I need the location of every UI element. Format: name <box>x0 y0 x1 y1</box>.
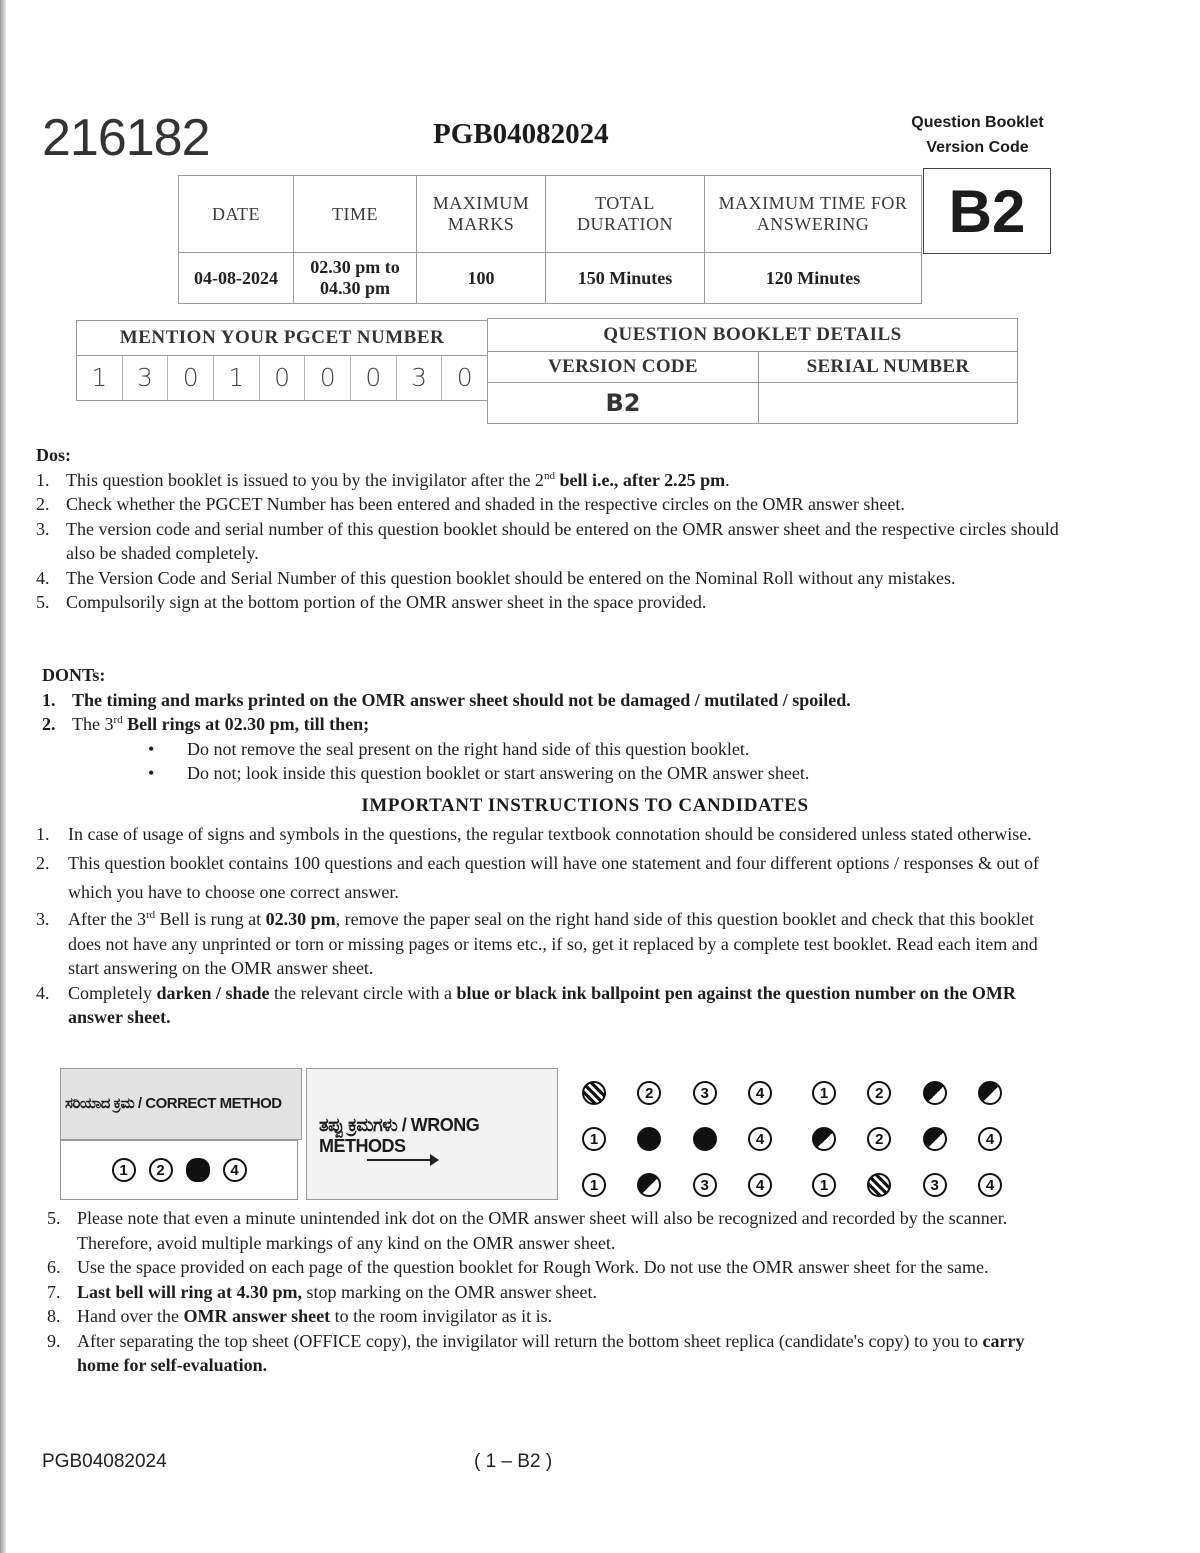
wrong-example-row <box>582 1070 1042 1116</box>
instructions-section <box>36 820 1060 1030</box>
max-time-header: MAXIMUM TIME FOR ANSWERING <box>705 176 922 253</box>
arrow-right-icon <box>367 1159 435 1161</box>
omr-bubble-partial <box>923 1127 947 1151</box>
donts-item-text: The 3rd Bell rings at 02.30 pm, till then; <box>72 714 370 734</box>
serial-number-col-label: SERIAL NUMBER <box>759 352 1018 383</box>
pgcet-label: MENTION YOUR PGCET NUMBER <box>77 321 488 356</box>
wrong-example-group <box>812 1127 1042 1151</box>
omr-bubble: 4 <box>748 1173 772 1197</box>
omr-bubble-partial <box>923 1081 947 1105</box>
footer-paper-code: PGB04082024 <box>42 1451 167 1472</box>
pgcet-digit[interactable]: 0 <box>351 356 397 400</box>
instruction-text: Last bell will ring at 4.30 pm, stop marking on the OMR answer sheet. <box>77 1281 597 1302</box>
instruction-text: This question booklet contains 100 questions and each question will have one statement and four different options / responses & out of which you have to choose one correct answer. <box>68 853 1039 902</box>
total-duration-header: TOTAL DURATION <box>546 176 705 253</box>
omr-bubble: 2 <box>149 1158 173 1182</box>
version-code-box: B2 <box>923 168 1051 254</box>
dos-item-text: The Version Code and Serial Number of this question booklet should be entered on the Nominal Roll without any mistakes. <box>66 567 956 588</box>
omr-bubble: 1 <box>582 1127 606 1151</box>
list-item: 1. The timing and marks printed on the OMR answer sheet should not be damaged / mutilated / spoiled. <box>42 689 851 710</box>
pgcet-digit[interactable]: 0 <box>456 363 473 392</box>
omr-bubble: 4 <box>978 1173 1002 1197</box>
footer-page-number: ( 1 – B2 ) <box>474 1451 553 1472</box>
exam-info-table <box>178 175 922 304</box>
donts-bullet: • Do not; look inside this question booklet or start answering on the OMR answer sheet. <box>42 761 1042 786</box>
wrong-methods-box <box>306 1068 558 1200</box>
pgcet-digits <box>77 356 487 400</box>
list-item: 5. Please note that even a minute unintended ink dot on the OMR answer sheet will also be recognized and recorded by the scanner. Therefore, avoid multiple markings of any kind on the OMR answer sheet. <box>47 1208 1008 1253</box>
dos-title: Dos: <box>36 445 71 465</box>
list-item: 4. Completely darken / shade the relevant circle with a blue or black ink ballpoint pen against the question number on the OMR answer sheet. <box>36 982 1016 1027</box>
omr-bubble-partial <box>637 1173 661 1197</box>
instruction-text: In case of usage of signs and symbols in the questions, the regular textbook connotation should be considered unless stated otherwise. <box>68 824 1032 844</box>
time-header: TIME <box>294 176 417 253</box>
list-item: 2. This question booklet contains 100 questions and each question will have one statement and four different options / responses & out of which you have to choose one correct answer. <box>36 853 1039 902</box>
instruction-text: Completely darken / shade the relevant circle with a blue or black ink ballpoint pen against the question number on the OMR answer sheet. <box>68 982 1016 1027</box>
list-item: 6. Use the space provided on each page of the question booklet for Rough Work. Do not use the OMR answer sheet for the same. <box>47 1257 989 1277</box>
dos-item-text: Check whether the PGCET Number has been entered and shaded in the respective circles on the OMR answer sheet. <box>66 494 905 514</box>
date-header: DATE <box>179 176 294 253</box>
list-item: 9. After separating the top sheet (OFFICE copy), the invigilator will return the bottom sheet replica (candidate's copy) to you to carry home for self-evaluation. <box>47 1330 1025 1375</box>
pgcet-number-box <box>76 320 488 401</box>
wrong-example-group <box>582 1127 812 1151</box>
omr-bubble-crossed <box>582 1081 606 1105</box>
pgcet-digit[interactable]: 3 <box>397 356 443 400</box>
pgcet-digit[interactable]: 1 <box>214 356 260 400</box>
instruction-text: Use the space provided on each page of the question booklet for Rough Work. Do not use the OMR answer sheet for the same. <box>77 1257 989 1277</box>
booklet-details-table <box>487 318 1018 424</box>
pgcet-digit[interactable]: 0 <box>305 356 351 400</box>
wrong-example-group <box>582 1173 812 1197</box>
omr-bubble: 4 <box>223 1158 247 1182</box>
list-item: 1. In case of usage of signs and symbols in the questions, the regular textbook connotation should be considered unless stated otherwise. <box>36 824 1032 844</box>
omr-bubble: 1 <box>812 1173 836 1197</box>
list-item: 8. Hand over the OMR answer sheet to the room invigilator as it is. <box>47 1306 553 1326</box>
instruction-text: Please note that even a minute unintended ink dot on the OMR answer sheet will also be recognized and recorded by the scanner. Therefore, avoid multiple markings of any kind on the OMR answer sheet. <box>77 1208 1008 1253</box>
max-marks-header: MAXIMUM MARKS <box>417 176 546 253</box>
time-value: 02.30 pm to 04.30 pm <box>294 253 417 304</box>
wrong-example-group <box>812 1081 1042 1105</box>
omr-bubble: 1 <box>112 1158 136 1182</box>
omr-bubble-filled <box>637 1127 661 1151</box>
version-code-entry[interactable]: B2 <box>488 383 759 424</box>
omr-bubble: 4 <box>748 1127 772 1151</box>
omr-bubble-partial <box>812 1127 836 1151</box>
instruction-text: Hand over the OMR answer sheet to the room invigilator as it is. <box>77 1306 553 1326</box>
wrong-example-row <box>582 1162 1042 1208</box>
omr-bubble: 2 <box>867 1127 891 1151</box>
omr-bubble-crossed <box>867 1173 891 1197</box>
pgcet-digit[interactable]: 3 <box>123 356 169 400</box>
list-item: 2. Check whether the PGCET Number has been entered and shaded in the respective circles on the OMR answer sheet. <box>36 494 905 514</box>
list-item: 5. Compulsorily sign at the bottom portion of the OMR answer sheet in the space provided. <box>36 592 707 612</box>
instruction-text: After the 3rd Bell is rung at 02.30 pm, remove the paper seal on the right hand side of this question booklet and check that this booklet does not have any unprinted or torn or missing pages or items etc., if so, get it replaced by a complete test booklet. Read each item and start answering on the OMR answer sheet. <box>68 909 1038 978</box>
wrong-methods-label: ತಪ್ಪು ಕ್ರಮಗಳು / WRONG METHODS <box>319 1115 480 1156</box>
wrong-example-group <box>812 1173 1042 1197</box>
total-duration-value: 150 Minutes <box>546 253 705 304</box>
donts-bullet: • Do not remove the seal present on the right hand side of this question booklet. <box>42 737 1042 762</box>
max-time-value: 120 Minutes <box>705 253 922 304</box>
omr-bubble: 2 <box>637 1081 661 1105</box>
pgcet-digit[interactable]: 0 <box>260 356 306 400</box>
omr-bubble: 2 <box>867 1081 891 1105</box>
instructions-continued <box>47 1206 1061 1378</box>
pgcet-digit[interactable]: 0 <box>168 356 214 400</box>
paper-code: PGB04082024 <box>433 118 609 150</box>
correct-method-label: ಸರಿಯಾದ ಕ್ರಮ / CORRECT METHOD <box>60 1068 302 1140</box>
instruction-text: After separating the top sheet (OFFICE copy), the invigilator will return the bottom sheet replica (candidate's copy) to you to carry home for self-evaluation. <box>77 1330 1025 1375</box>
list-item: 7. Last bell will ring at 4.30 pm, stop marking on the OMR answer sheet. <box>47 1281 597 1302</box>
date-value: 04-08-2024 <box>179 253 294 304</box>
dos-item-text: This question booklet is issued to you by the invigilator after the 2nd bell i.e., after 2.25 pm. <box>66 469 730 490</box>
pgcet-digit[interactable]: 1 <box>77 356 123 400</box>
list-item: 3. The version code and serial number of this question booklet should be entered on the OMR answer sheet and the respective circles should also be shaded completely. <box>36 518 1059 563</box>
omr-bubble: 1 <box>582 1173 606 1197</box>
max-marks-value: 100 <box>417 253 546 304</box>
dos-item-text: The version code and serial number of this question booklet should be entered on the OMR answer sheet and the respective circles should also be shaded completely. <box>66 518 1059 563</box>
list-item: 3. After the 3rd Bell is rung at 02.30 pm, remove the paper seal on the right hand side of this question booklet and check that this booklet does not have any unprinted or torn or missing pages or items etc., if so, get it replaced by a complete test booklet. Read each item and start answering on the OMR answer sheet. <box>36 909 1038 978</box>
omr-bubble: 4 <box>978 1127 1002 1151</box>
omr-bubble: 4 <box>748 1081 772 1105</box>
dos-section <box>36 443 1060 615</box>
wrong-method-examples <box>582 1070 1042 1208</box>
donts-item-text: The timing and marks printed on the OMR answer sheet should not be damaged / mutilated / spoiled. <box>72 689 851 710</box>
serial-number-entry[interactable] <box>759 383 1018 424</box>
list-item: 4. The Version Code and Serial Number of this question booklet should be entered on the Nominal Roll without any mistakes. <box>36 567 956 588</box>
dos-item-text: Compulsorily sign at the bottom portion of the OMR answer sheet in the space provided. <box>66 592 707 612</box>
omr-bubble-filled <box>693 1127 717 1151</box>
correct-method-example <box>60 1140 298 1200</box>
omr-bubble-filled <box>186 1158 210 1182</box>
booklet-number: 216182 <box>42 109 210 167</box>
instructions-title: IMPORTANT INSTRUCTIONS TO CANDIDATES <box>361 795 809 816</box>
omr-bubble: 3 <box>923 1173 947 1197</box>
version-code-label: Question Booklet Version Code <box>911 114 1044 156</box>
wrong-example-group <box>582 1081 812 1105</box>
wrong-example-row <box>582 1116 1042 1162</box>
list-item: 2. The 3rd Bell rings at 02.30 pm, till then; <box>42 714 370 734</box>
page-edge-shadow <box>0 0 6 1553</box>
omr-bubble-partial <box>978 1081 1002 1105</box>
omr-bubble: 3 <box>693 1081 717 1105</box>
omr-bubble: 3 <box>693 1173 717 1197</box>
omr-bubble: 1 <box>812 1081 836 1105</box>
version-code-col-label: VERSION CODE <box>488 352 759 383</box>
donts-title: DONTs: <box>42 665 106 685</box>
donts-section <box>42 663 1042 786</box>
booklet-details-title: QUESTION BOOKLET DETAILS <box>488 319 1018 352</box>
list-item: 1. This question booklet is issued to you by the invigilator after the 2nd bell i.e., after 2.25 pm. <box>36 469 730 490</box>
